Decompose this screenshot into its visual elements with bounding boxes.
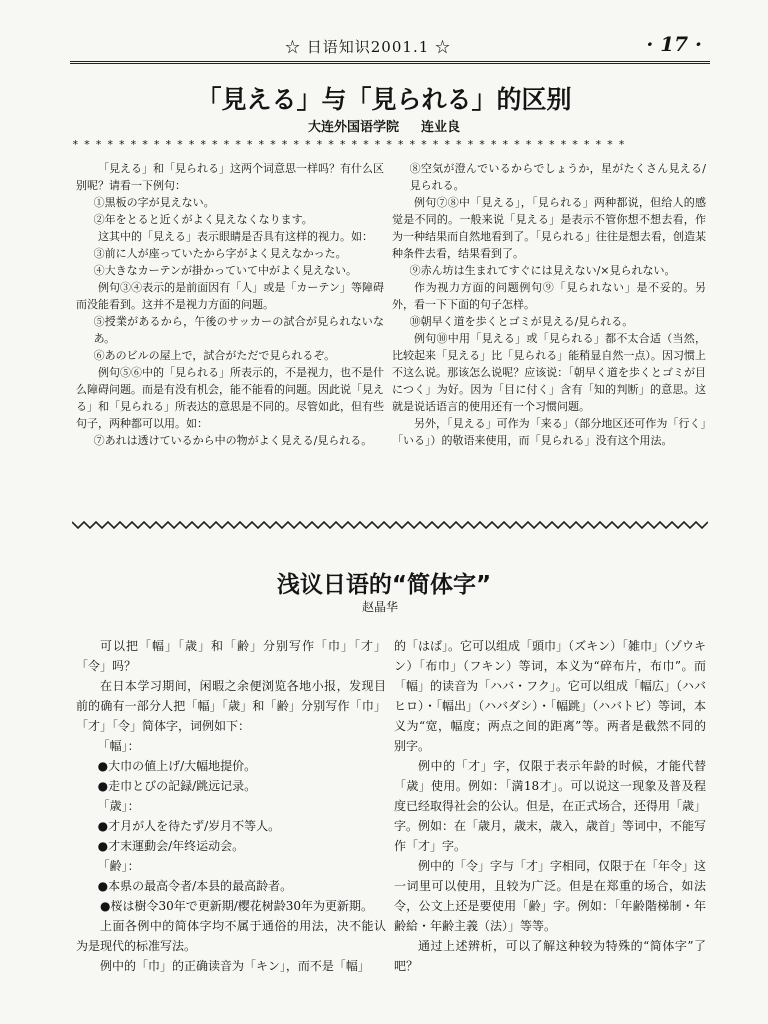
paragraph: 「見える」和「見られる」这两个词意思一样吗？有什么区别呢？请看一下例句： xyxy=(76,162,384,192)
paragraph: 例中的「巾」的正确读音为「キン」，而不是「幅」 xyxy=(100,959,370,973)
star-divider: ************************************************ xyxy=(72,138,630,151)
article1-affiliation: 大连外国语学院 xyxy=(307,120,399,135)
word-heading: 「齢」： xyxy=(97,859,140,873)
article1-title: 「見える」与「見られる」的区别 xyxy=(196,85,572,114)
paragraph: 另外，「見える」可作为「来る」（部分地区还可作为「行く」「いる」）的敬语来使用，而「見られる」没有这个用法。 xyxy=(392,417,706,447)
article2-left-column xyxy=(76,636,386,976)
example-sentence: ④大きなカーテンが掛かっていて中がよく見えない。 xyxy=(93,264,358,277)
paragraph: 例句⑩中用「見える」或「見られる」都不太合适（当然，比较起来「見える」比「見られる」能稍显自然一点）。因习惯上不这么说。那该怎么说呢？应该说：「朝早く道を歩くとゴミが目につく」为好。因为「目に付く」含有「知的判断」的意思。这就是说话语言的使用还有一个习惯问题。 xyxy=(392,332,706,413)
word-heading: 「歳」： xyxy=(97,799,140,813)
paragraph: 例中的「令」字与「才」字相同，仅限于在「年令」这一词里可以使用，且较为广泛。但是在郑重的场合，如法令，公文上还是要使用「齢」字。例如：「年齢階梯制・年齢給・年齢主義（法）」等等。 xyxy=(394,859,707,933)
example-sentence: ⑤授業があるから，午後のサッカーの試合が見られないなあ。 xyxy=(93,315,384,345)
example-sentence: ③前に人が座っていたから字がよく見えなかった。 xyxy=(93,247,347,260)
list-item: ●才末運動会/年终运动会。 xyxy=(97,839,245,853)
header-rule xyxy=(70,61,710,64)
example-sentence: ⑥あのビルの屋上で，試合がただで見られるぞ。 xyxy=(93,349,336,362)
page-number: · 17 · xyxy=(646,32,702,56)
example-sentence: ②年をとると近くがよく見えなくなります。 xyxy=(93,213,313,226)
article1-author: 连业良 xyxy=(421,120,461,135)
article2-author: 赵晶华 xyxy=(362,600,399,614)
paragraph: 上面各例中的简体字均不属于通俗的用法，决不能认为是现代的标准写法。 xyxy=(76,919,386,953)
list-item: ●本県の最高令者/本县的最高龄者。 xyxy=(97,879,293,893)
paragraph: 在日本学习期间，闲暇之余便浏览各地小报，发现目前的确有一部分人把「幅」「歳」和「齢」分别写作「巾」「才」「令」简体字，词例如下： xyxy=(76,679,386,733)
list-item: ●大巾の値上げ/大幅地提价。 xyxy=(97,759,257,773)
paragraph: 可以把「幅」「歳」和「齢」分别写作「巾」「才」「令」吗？ xyxy=(76,639,386,673)
example-sentence: ①黒板の字が見えない。 xyxy=(93,196,215,209)
example-sentence: ⑧空気が澄んでいるからでしょうか，星がたくさん見える/見られる。 xyxy=(409,162,706,192)
list-item: ●走巾とびの記録/跳远记录。 xyxy=(97,779,257,793)
paragraph: 例句⑦⑧中「見える」，「見られる」两种都说，但给人的感觉是不同的。一般来说「見える」是表示不管你想不想去看，作为一种结果而自然地看到了。「見られる」往往是想去看，创造某种条件去看，结果看到了。 xyxy=(392,196,706,260)
word-heading: 「幅」： xyxy=(97,739,140,753)
article1-left-column xyxy=(76,160,384,449)
journal-title: ☆ 日语知识2001.1 ☆ xyxy=(285,38,452,56)
paragraph: 作为视力方面的问题例句⑨「見られない」是不妥的。另外，看一下下面的句子怎样。 xyxy=(392,281,706,311)
list-item: ●桜は樹令30年で更新期/樱花树龄30年为更新期。 xyxy=(100,899,374,913)
example-sentence: ⑩朝早く道を歩くとゴミが見える/見られる。 xyxy=(409,315,634,328)
example-sentence: ⑨赤ん坊は生まれてすぐには見えない/×見られない。 xyxy=(409,264,676,277)
example-sentence: ⑦あれは透けているから中の物がよく見える/見られる。 xyxy=(93,434,373,447)
article2-right-column xyxy=(394,636,706,976)
paragraph: 这其中的「見える」表示眼睛是否具有这样的视力。如： xyxy=(98,230,373,243)
paragraph: 例中的「才」字，仅限于表示年龄的时候，才能代替「歳」使用。例如：「満18才」。可以说这一现象及普及程度已经取得社会的公认。但是，在正式场合，还得用「歳」字。例如：在「歳月，歳末，歳入，歳首」等词中，不能写作「才」字。 xyxy=(394,759,707,853)
article1-byline xyxy=(0,116,768,135)
paragraph: 的「はば」。它可以组成「頭巾」（ズキン）「雑巾」（ゾウキン）「布巾」（フキン）等词，本义为“碎布片，布巾”。而「幅」的读音为「ハバ・フク」。它可以组成「幅広」（ハバヒロ）・「幅出」（ハバダシ）・「幅跳」（ハバトビ）等词，本义为“宽，幅度；两点之间的距离”等。两者是截然不同的别字。 xyxy=(394,639,706,753)
list-item: ●才月が人を待たず/岁月不等人。 xyxy=(97,819,281,833)
article2-title: 浅议日语的“简体字” xyxy=(276,572,492,598)
zigzag-divider xyxy=(72,521,708,529)
paragraph: 通过上述辨析，可以了解这种较为特殊的“简体字”了吧？ xyxy=(394,939,706,973)
paragraph: 例句⑤⑥中的「見られる」所表示的，不是视力，也不是什么障碍问题。而是有没有机会，能不能看的问题。因此说「見える」和「見られる」所表达的意思是不同的。尽管如此，但有些句子，两种都可以用。如： xyxy=(76,366,384,430)
paragraph: 例句③④表示的是前面因有「人」或是「カーテン」等障碍而没能看到。这并不是视力方面的问题。 xyxy=(76,281,384,311)
article1-right-column xyxy=(392,160,706,449)
